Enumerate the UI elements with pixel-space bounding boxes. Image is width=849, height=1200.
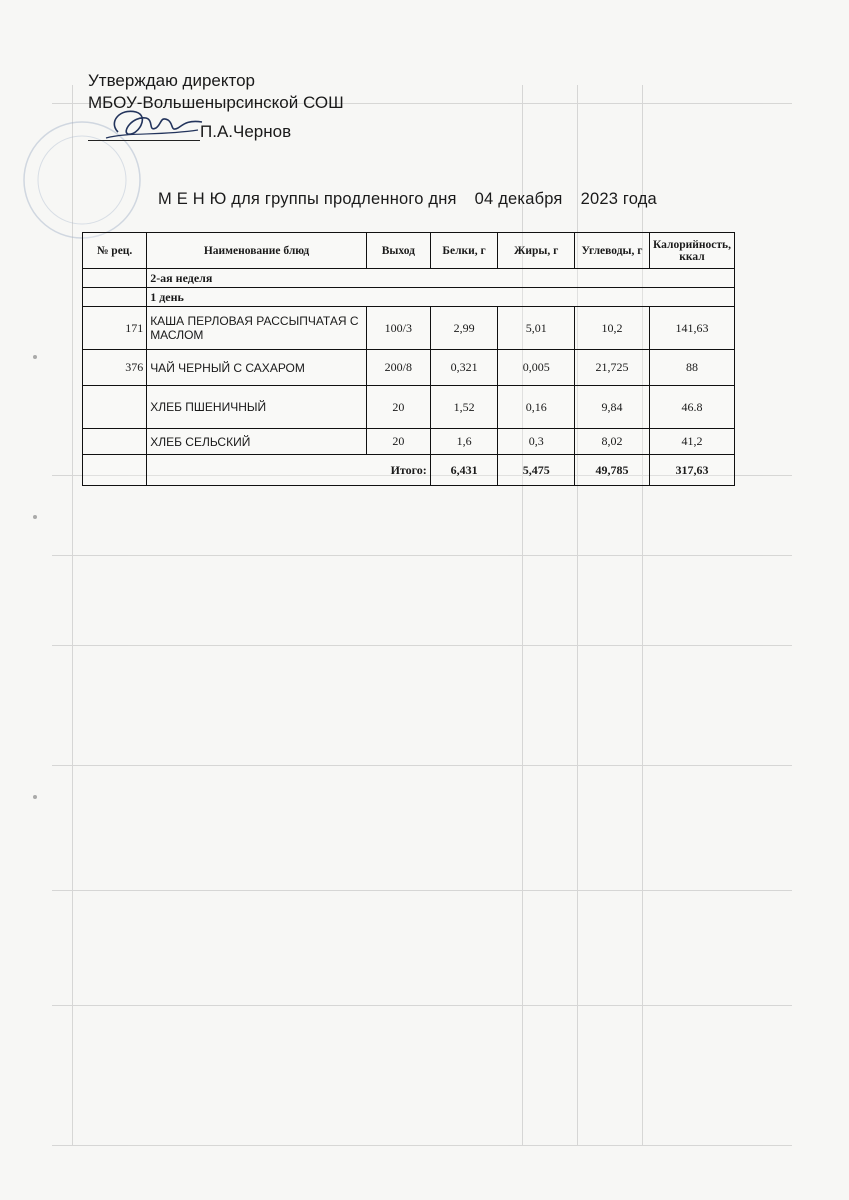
recipe-no: 171 [83, 307, 147, 350]
day-label: 1 день [147, 288, 735, 307]
table-header-row [83, 233, 735, 269]
recipe-no [83, 386, 147, 429]
total-fat: 5,475 [498, 455, 575, 486]
punch-hole [33, 355, 37, 359]
punch-hole [33, 515, 37, 519]
header-calories: Калорийность, ккал [649, 233, 734, 269]
total-protein: 6,431 [430, 455, 498, 486]
signature-row [88, 120, 344, 146]
day-row [83, 288, 735, 307]
recipe-no [83, 429, 147, 455]
menu-table [82, 232, 735, 486]
dish-output: 100/3 [366, 307, 430, 350]
dish-carbs: 21,725 [574, 350, 649, 386]
table-row [83, 429, 735, 455]
table-row [83, 350, 735, 386]
dish-fat: 0,005 [498, 350, 575, 386]
dish-carbs: 9,84 [574, 386, 649, 429]
header-carbs: Углеводы, г [574, 233, 649, 269]
recipe-no: 376 [83, 350, 147, 386]
header-fat: Жиры, г [498, 233, 575, 269]
total-row [83, 455, 735, 486]
menu-year: 2023 года [580, 190, 657, 208]
dish-output: 20 [366, 386, 430, 429]
header-recipe-no: № рец. [83, 233, 147, 269]
dish-name: ХЛЕБ ПШЕНИЧНЫЙ [147, 386, 367, 429]
menu-date: 04 декабря [474, 190, 563, 208]
header-output: Выход [366, 233, 430, 269]
handwritten-signature [98, 102, 208, 148]
dish-calories: 88 [649, 350, 734, 386]
dish-name: КАША ПЕРЛОВАЯ РАССЫПЧАТАЯ С МАСЛОМ [147, 307, 367, 350]
dish-calories: 41,2 [649, 429, 734, 455]
dish-fat: 0,16 [498, 386, 575, 429]
school-name: МБОУ-Вольшенырсинской СОШ [88, 93, 344, 112]
dish-output: 200/8 [366, 350, 430, 386]
dish-output: 20 [366, 429, 430, 455]
approval-block [88, 70, 344, 146]
total-calories: 317,63 [649, 455, 734, 486]
header-dish-name: Наименование блюд [147, 233, 367, 269]
dish-name: ХЛЕБ СЕЛЬСКИЙ [147, 429, 367, 455]
dish-protein: 2,99 [430, 307, 498, 350]
dish-protein: 0,321 [430, 350, 498, 386]
total-carbs: 49,785 [574, 455, 649, 486]
signature-line [88, 140, 200, 141]
signer-name: П.А.Чернов [200, 122, 292, 141]
menu-title-text: М Е Н Ю для группы продленного дня [158, 190, 457, 208]
dish-fat: 0,3 [498, 429, 575, 455]
dish-calories: 141,63 [649, 307, 734, 350]
table-row [83, 307, 735, 350]
punch-hole [33, 795, 37, 799]
dish-protein: 1,52 [430, 386, 498, 429]
dish-protein: 1,6 [430, 429, 498, 455]
week-row [83, 269, 735, 288]
dish-carbs: 8,02 [574, 429, 649, 455]
dish-calories: 46.8 [649, 386, 734, 429]
header-protein: Белки, г [430, 233, 498, 269]
total-label: Итого: [147, 455, 431, 486]
dish-name: ЧАЙ ЧЕРНЫЙ С САХАРОМ [147, 350, 367, 386]
table-row [83, 386, 735, 429]
week-label: 2-ая неделя [147, 269, 735, 288]
dish-carbs: 10,2 [574, 307, 649, 350]
dish-fat: 5,01 [498, 307, 575, 350]
approval-title: Утверждаю директор [88, 71, 256, 90]
menu-title [158, 190, 657, 209]
